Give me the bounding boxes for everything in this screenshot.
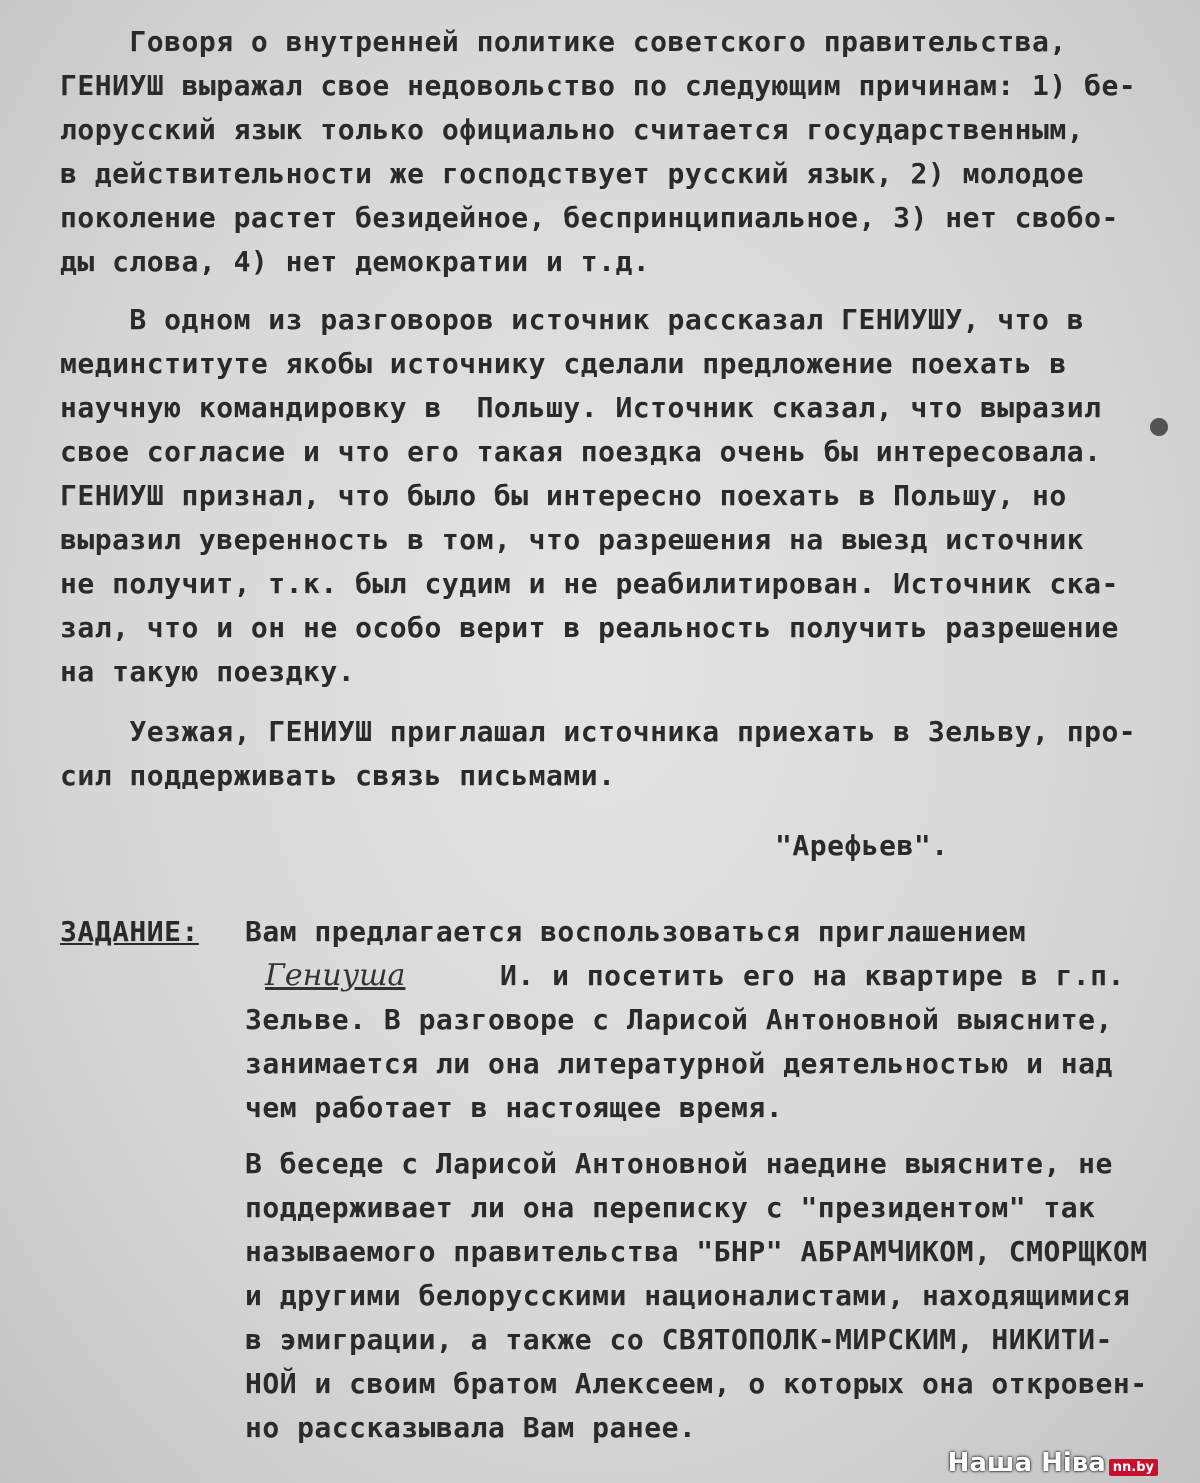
paragraph-1-line: Говоря о внутренней политике советского правительства,	[60, 25, 1067, 58]
paragraph-5-line: и другими белорусскими националистами, находящимися	[245, 1279, 1131, 1312]
paragraph-5-line: но рассказывала Вам ранее.	[245, 1411, 697, 1444]
paragraph-2-line: на такую поездку.	[60, 655, 356, 688]
paragraph-2-line: свое согласие и что его такая поездка очень бы интересовала.	[60, 435, 1102, 468]
task-line: И. и посетить его на квартире в г.п.	[500, 959, 1125, 992]
task-line: Вам предлагается воспользоваться приглашением	[245, 915, 1027, 948]
task-line: Зельве. В разговоре с Ларисой Антоновной выясните,	[245, 1003, 1113, 1036]
paragraph-3-line: Уезжая, ГЕНИУШ приглашал источника приехать в Зельву, про-	[60, 715, 1137, 748]
paragraph-3-line: сил поддерживать связь письмами.	[60, 759, 616, 792]
task-line: занимается ли она литературной деятельностью и над	[245, 1047, 1113, 1080]
paragraph-1-line: ГЕНИУШ выражал свое недовольство по следующим причинам: 1) бе-	[60, 69, 1137, 102]
paragraph-2-line: зал, что и он не особо верит в реальность получить разрешение	[60, 611, 1119, 644]
paragraph-2-line: научную командировку в Польшу. Источник сказал, что выразил	[60, 391, 1102, 424]
handwritten-name: Гениуша	[265, 958, 406, 993]
signature-name: "Арефьев".	[775, 829, 949, 862]
paragraph-5-line: В беседе с Ларисой Антоновной наедине выясните, не	[245, 1147, 1113, 1180]
paragraph-1-line: лорусский язык только официально считается государственным,	[60, 113, 1085, 146]
logo-brand: Наша Ніва	[947, 1448, 1106, 1478]
paragraph-2-line: не получит, т.к. был судим и не реабилитирован. Источник ска-	[60, 567, 1119, 600]
nashaniva-logo	[948, 1448, 1158, 1478]
task-line: чем работает в настоящее время.	[245, 1091, 784, 1124]
paragraph-2-line: выразил уверенность в том, что разрешения на выезд источник	[60, 523, 1085, 556]
paragraph-2-line: В одном из разговоров источник рассказал ГЕНИУШУ, что в	[60, 303, 1085, 336]
paragraph-2-line: мединституте якобы источнику сделали предложение поехать в	[60, 347, 1067, 380]
paragraph-5-line: НОЙ и своим братом Алексеем, о которых она откровен-	[245, 1367, 1148, 1400]
paragraph-5-line: называемого правительства "БНР" АБРАМЧИКОМ, СМОРЩКОМ	[245, 1235, 1148, 1268]
paragraph-1-line: ды слова, 4) нет демократии и т.д.	[60, 245, 651, 278]
paragraph-1-line: поколение растет безидейное, беспринципиальное, 3) нет свобо-	[60, 201, 1119, 234]
paragraph-2-line: ГЕНИУШ признал, что было бы интересно поехать в Польшу, но	[60, 479, 1067, 512]
paragraph-1-line: в действительности же господствует русский язык, 2) молодое	[60, 157, 1085, 190]
paragraph-5-line: в эмиграции, а также со СВЯТОПОЛК-МИРСКИМ, НИКИТИ-	[245, 1323, 1113, 1356]
ink-blot	[1150, 418, 1168, 436]
logo-domain: nn.by	[1109, 1459, 1158, 1476]
paragraph-5-line: поддерживает ли она переписку с "президентом" так	[245, 1191, 1096, 1224]
task-label: ЗАДАНИЕ:	[60, 915, 199, 948]
